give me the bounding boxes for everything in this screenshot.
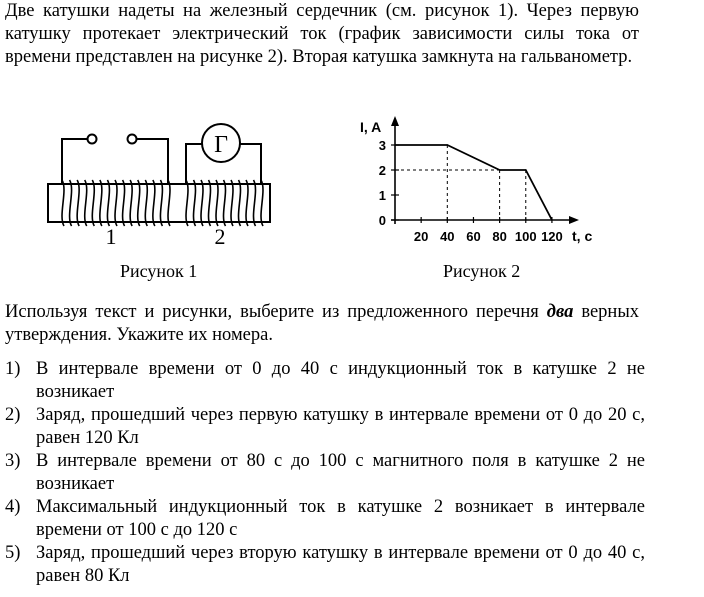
coil-1-label: 1 [105, 224, 117, 249]
series-point [447, 144, 449, 146]
option-2 [5, 404, 645, 450]
coil-turn [115, 180, 117, 226]
coil-turn [216, 180, 218, 226]
coil-2-label: 2 [214, 224, 226, 249]
option-1 [5, 358, 645, 404]
y-tick-label: 1 [378, 188, 386, 203]
option-number: 5) [5, 543, 21, 563]
coil-turn [100, 180, 102, 226]
y-axis-label: I, A [360, 119, 382, 135]
figure-1-caption: Рисунок 1 [120, 261, 198, 281]
coil-turn [239, 180, 241, 226]
coil-1-terminals [62, 135, 168, 185]
answer-options [5, 358, 645, 588]
option-5 [5, 542, 645, 588]
y-tick-label: 0 [378, 213, 386, 228]
coil-turn [261, 180, 263, 226]
coil-turn [153, 180, 155, 226]
figure-2-current-graph [350, 110, 610, 260]
x-axis-arrow [569, 216, 579, 224]
x-tick-label: 80 [492, 229, 507, 244]
option-4 [5, 496, 645, 542]
question-before: Используя текст и рисунки, выберите из предложенного перечня [5, 302, 547, 322]
coil-turn [186, 180, 188, 226]
coil-1-windings [62, 180, 170, 226]
coil-turn [85, 180, 87, 226]
series-point [525, 169, 527, 171]
coil-turn [92, 180, 94, 226]
series-point [394, 144, 396, 146]
coil-turn [254, 180, 256, 226]
coil-turn [231, 180, 233, 226]
x-tick-label: 40 [440, 229, 455, 244]
coil-turn [160, 180, 162, 226]
y-tick-label: 3 [378, 138, 386, 153]
x-tick-label: 100 [514, 229, 537, 244]
coil-turn [70, 180, 72, 226]
coil-turn [77, 180, 79, 226]
coil-turn [123, 180, 125, 226]
current-series-line [395, 145, 552, 220]
coil-turn [209, 180, 211, 226]
coil-turn [62, 180, 64, 226]
option-text: В интервале времени от 0 до 40 с индукционный ток в катушке 2 не возникает [36, 359, 645, 402]
coil-turn [194, 180, 196, 226]
question-after: верных утверждения. Укажите их номера. [5, 302, 640, 345]
coil-turn [168, 180, 170, 226]
y-axis-arrow [391, 116, 399, 126]
figure-2-caption: Рисунок 2 [443, 261, 521, 281]
option-text: В интервале времени от 80 с до 100 с магнитного поля в катушке 2 не возникает [36, 451, 645, 494]
y-tick-label: 2 [378, 163, 386, 178]
question-text [5, 301, 639, 347]
coil-turn [201, 180, 203, 226]
option-text: Максимальный индукционный ток в катушке 2 возникает в интервале времени от 100 с до 120 с [36, 497, 645, 540]
figure-1-coils-diagram [40, 112, 290, 252]
intro-paragraph: Две катушки надеты на железный сердечник (см. рисунок 1). Через первую катушку протекает электрический ток (график зависимости силы тока от времени представлен на рисунке 2). Вторая катушка замкнута на гальванометр. [5, 1, 639, 67]
series-point [499, 169, 501, 171]
x-tick-label: 20 [413, 229, 429, 244]
option-number: 4) [5, 497, 21, 517]
coil-turn [130, 180, 132, 226]
x-tick-label: 60 [466, 229, 481, 244]
option-text: Заряд, прошедший через первую катушку в интервале времени от 0 до 20 с, равен 120 Кл [36, 405, 645, 448]
coil-turn [246, 180, 248, 226]
coil-turn [224, 180, 226, 226]
option-number: 1) [5, 359, 21, 379]
option-number: 3) [5, 451, 21, 471]
x-axis-label: t, c [572, 228, 593, 244]
option-text: Заряд, прошедший через вторую катушку в интервале времени от 0 до 40 с, равен 80 Кл [36, 543, 645, 586]
coil-2-windings [186, 180, 263, 226]
option-number: 2) [5, 405, 21, 425]
question-emphasis: два [546, 302, 574, 322]
coil-turn [145, 180, 147, 226]
galvanometer-label: Г [214, 132, 228, 158]
option-3 [5, 450, 645, 496]
series-point [551, 219, 553, 221]
iron-core [48, 184, 270, 222]
coil-turn [138, 180, 140, 226]
x-tick-label: 120 [541, 229, 563, 244]
coil-turn [107, 180, 109, 226]
